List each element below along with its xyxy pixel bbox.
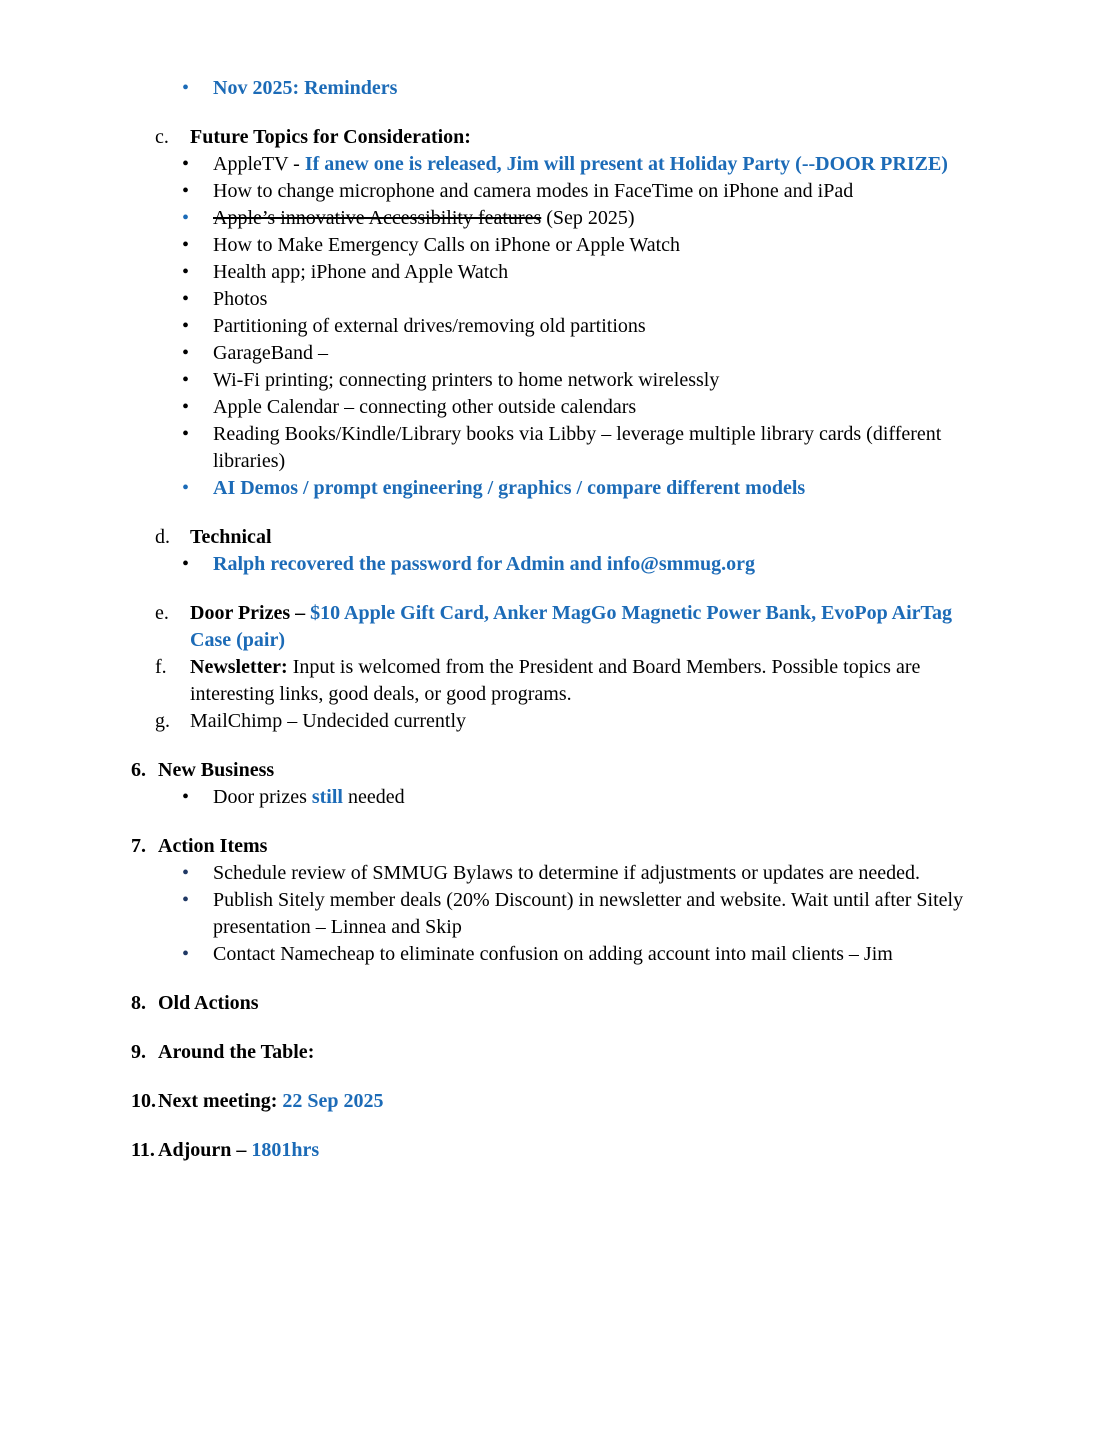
list-item xyxy=(182,151,990,178)
text-segment: MailChimp – Undecided currently xyxy=(190,710,467,732)
text-segment: Future Topics for Consideration: xyxy=(190,126,471,148)
list-item xyxy=(182,75,990,102)
text-segment: Around the Table: xyxy=(158,1041,315,1063)
text-segment: GarageBand – xyxy=(213,342,328,364)
text-segment: Apple Calendar – connecting other outside calendars xyxy=(213,396,637,418)
item-text xyxy=(213,259,990,286)
text-segment: New Business xyxy=(158,759,275,781)
list-item xyxy=(182,941,990,968)
paragraph-spacer xyxy=(0,578,990,600)
text-segment: Ralph recovered the password for Admin and info@smmug.org xyxy=(213,553,755,575)
text-segment: (Sep 2025) xyxy=(541,207,635,229)
item-text xyxy=(158,1039,990,1066)
outline-number-item xyxy=(131,1137,990,1164)
paragraph-spacer xyxy=(0,811,990,833)
outline-letter-item xyxy=(155,524,990,551)
item-number-label: f. xyxy=(155,656,167,678)
outline-number-item xyxy=(131,1088,990,1115)
text-segment: How to Make Emergency Calls on iPhone or Apple Watch xyxy=(213,234,681,256)
item-number-label: 7. xyxy=(131,835,146,857)
bullet-icon: • xyxy=(182,553,190,575)
paragraph-spacer xyxy=(0,502,990,524)
paragraph-spacer xyxy=(0,1066,990,1088)
text-segment: 22 Sep 2025 xyxy=(282,1090,384,1112)
list-item xyxy=(182,475,990,502)
item-text xyxy=(213,784,990,811)
item-text xyxy=(158,757,990,784)
bullet-icon: • xyxy=(182,396,190,418)
paragraph-spacer xyxy=(0,735,990,757)
outline-number-item xyxy=(131,1039,990,1066)
text-segment: Wi-Fi printing; connecting printers to home network wirelessly xyxy=(213,369,720,391)
text-segment: Adjourn – xyxy=(158,1139,252,1161)
text-segment: $10 Apple Gift Card, Anker MagGo Magnetic Power Bank, EvoPop AirTag Case (pair) xyxy=(190,602,953,651)
item-text xyxy=(213,394,990,421)
bullet-icon: • xyxy=(182,315,190,337)
item-text xyxy=(158,833,990,860)
text-segment: still xyxy=(311,786,343,808)
item-number-label: 8. xyxy=(131,992,146,1014)
item-number-label: g. xyxy=(155,710,170,732)
item-text xyxy=(213,286,990,313)
item-text xyxy=(190,654,990,708)
text-segment: How to change microphone and camera modes in FaceTime on iPhone and iPad xyxy=(213,180,854,202)
bullet-icon: • xyxy=(182,77,190,99)
text-segment: Apple’s innovative Accessibility features xyxy=(213,207,542,229)
paragraph-spacer xyxy=(0,1017,990,1039)
bullet-icon: • xyxy=(182,943,190,965)
text-segment: 1801hrs xyxy=(251,1139,320,1161)
text-segment: Nov 2025: Reminders xyxy=(213,77,398,99)
text-segment: Old Actions xyxy=(158,992,259,1014)
item-number-label: d. xyxy=(155,526,170,548)
bullet-icon: • xyxy=(182,153,190,175)
bullet-icon: • xyxy=(182,288,190,310)
bullet-icon: • xyxy=(182,477,190,499)
paragraph-spacer xyxy=(0,102,990,124)
item-text xyxy=(213,367,990,394)
text-segment: Schedule review of SMMUG Bylaws to determine if adjustments or updates are needed. xyxy=(213,862,921,884)
text-segment: Next meeting: xyxy=(158,1090,283,1112)
item-text xyxy=(190,124,990,151)
text-segment: Door Prizes – xyxy=(190,602,311,624)
text-segment: Photos xyxy=(213,288,268,310)
bullet-icon: • xyxy=(182,261,190,283)
text-segment: Door prizes xyxy=(213,786,312,808)
list-item xyxy=(182,551,990,578)
list-item xyxy=(182,232,990,259)
list-item xyxy=(182,286,990,313)
text-segment: Input is welcomed from the President and Board Members. Possible topics are interesting links, good deals, or good programs. xyxy=(190,656,921,705)
outline-number-item xyxy=(131,757,990,784)
document-content xyxy=(0,75,990,1164)
item-text xyxy=(190,524,990,551)
list-item xyxy=(182,860,990,887)
item-text xyxy=(213,551,990,578)
item-text xyxy=(213,421,990,475)
bullet-icon: • xyxy=(182,207,190,229)
text-segment: If anew one is released, Jim will present at Holiday Party (--DOOR PRIZE) xyxy=(304,153,948,175)
item-text xyxy=(158,990,990,1017)
item-number-label: 11. xyxy=(131,1139,155,1161)
bullet-icon: • xyxy=(182,786,190,808)
text-segment: AI Demos / prompt engineering / graphics / compare different models xyxy=(213,477,806,499)
item-text xyxy=(190,708,990,735)
bullet-icon: • xyxy=(182,180,190,202)
item-text xyxy=(213,232,990,259)
item-text xyxy=(213,887,990,941)
text-segment: Publish Sitely member deals (20% Discount) in newsletter and website. Wait until after Sitely presentation – Linnea and Skip xyxy=(213,889,964,938)
outline-letter-item xyxy=(155,600,990,654)
text-segment: Action Items xyxy=(158,835,268,857)
text-segment: Partitioning of external drives/removing old partitions xyxy=(213,315,646,337)
item-text xyxy=(213,178,990,205)
bullet-icon: • xyxy=(182,369,190,391)
item-text xyxy=(213,313,990,340)
item-number-label: 10. xyxy=(131,1090,156,1112)
bullet-icon: • xyxy=(182,862,190,884)
bullet-icon: • xyxy=(182,423,190,445)
outline-letter-item xyxy=(155,124,990,151)
bullet-icon: • xyxy=(182,342,190,364)
text-segment: Contact Namecheap to eliminate confusion on adding account into mail clients – Jim xyxy=(213,943,893,965)
item-text xyxy=(158,1088,990,1115)
paragraph-spacer xyxy=(0,1115,990,1137)
list-item xyxy=(182,178,990,205)
outline-letter-item xyxy=(155,654,990,708)
item-text xyxy=(213,75,990,102)
item-number-label: e. xyxy=(155,602,169,624)
list-item xyxy=(182,367,990,394)
list-item xyxy=(182,421,990,475)
list-item xyxy=(182,205,990,232)
text-segment: Newsletter: xyxy=(190,656,293,678)
item-number-label: 6. xyxy=(131,759,146,781)
list-item xyxy=(182,259,990,286)
text-segment: AppleTV - xyxy=(213,153,305,175)
outline-number-item xyxy=(131,833,990,860)
text-segment: needed xyxy=(342,786,405,808)
bullet-icon: • xyxy=(182,234,190,256)
paragraph-spacer xyxy=(0,968,990,990)
text-segment: Technical xyxy=(190,526,272,548)
list-item xyxy=(182,313,990,340)
item-text xyxy=(213,205,990,232)
item-text xyxy=(213,475,990,502)
bullet-icon: • xyxy=(182,889,190,911)
list-item xyxy=(182,340,990,367)
item-text xyxy=(158,1137,990,1164)
list-item xyxy=(182,887,990,941)
item-number-label: 9. xyxy=(131,1041,146,1063)
item-text xyxy=(190,600,990,654)
outline-letter-item xyxy=(155,708,990,735)
item-text xyxy=(213,860,990,887)
text-segment: Health app; iPhone and Apple Watch xyxy=(213,261,509,283)
item-text xyxy=(213,340,990,367)
item-number-label: c. xyxy=(155,126,169,148)
text-segment: Reading Books/Kindle/Library books via Libby – leverage multiple library cards (different libraries) xyxy=(213,423,942,472)
list-item xyxy=(182,784,990,811)
item-text xyxy=(213,151,990,178)
outline-number-item xyxy=(131,990,990,1017)
item-text xyxy=(213,941,990,968)
list-item xyxy=(182,394,990,421)
